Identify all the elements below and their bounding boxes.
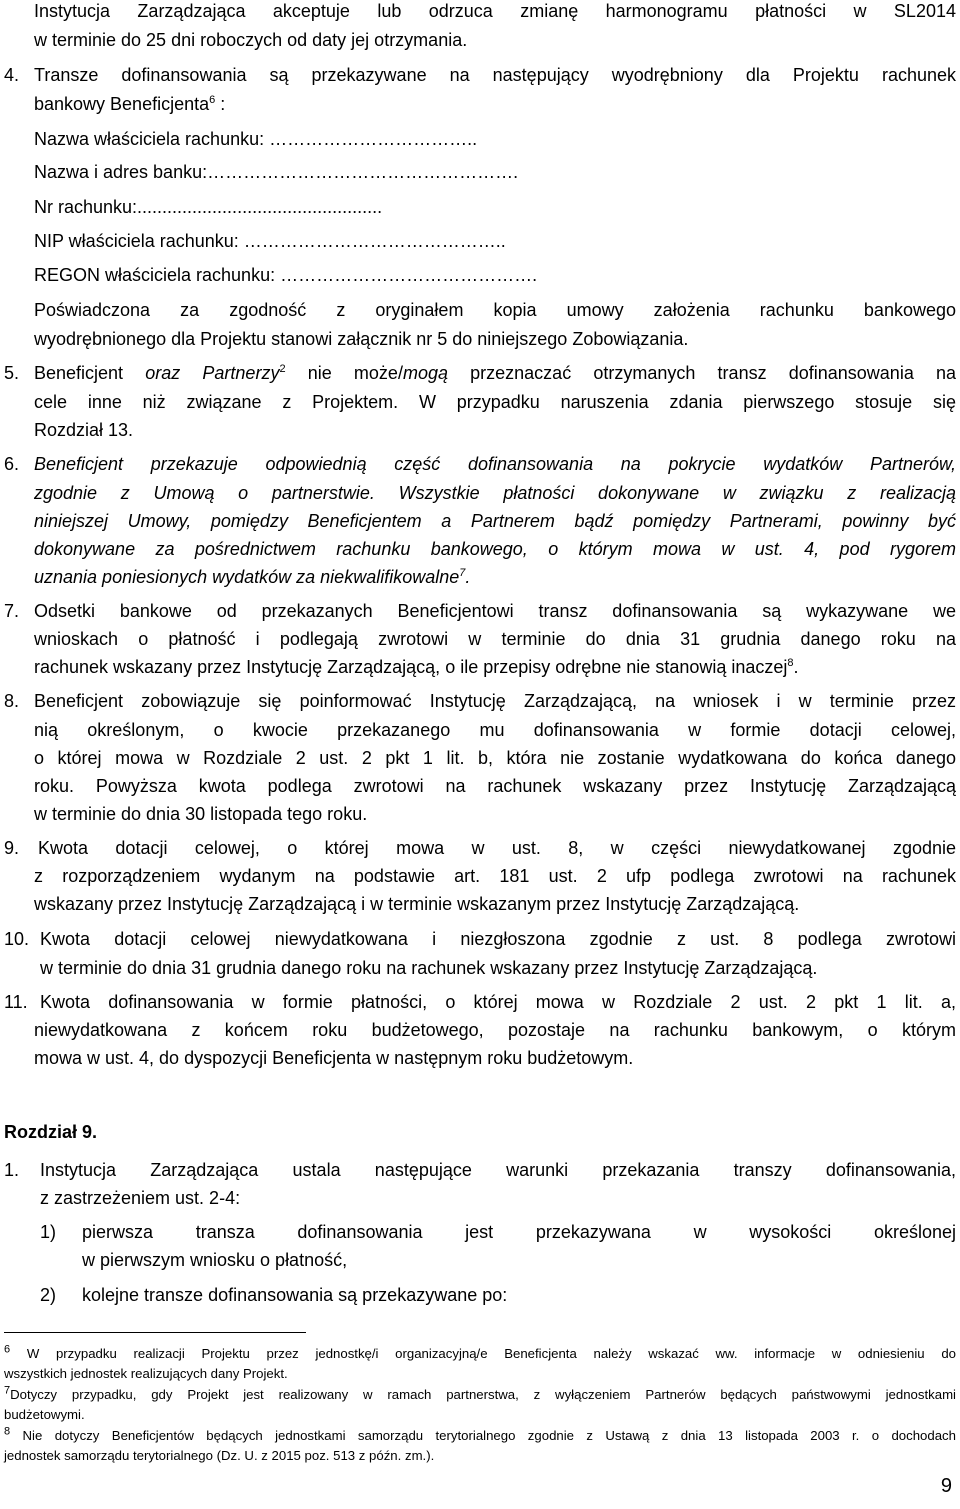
item-number: 11.	[4, 992, 28, 1012]
footnote-line: wszystkich jednostek realizujących dany Projekt.	[4, 1366, 288, 1381]
text-line: Transze dofinansowania są przekazywane na następujący wyodrębniony dla Projektu rachunek	[34, 65, 956, 85]
text-span: mogą	[402, 363, 448, 383]
footnote-7	[4, 1385, 956, 1405]
text-line: z rozporządzeniem wydanym na podstawie art. 181 ust. 2 ufp podlega zwrotowi na rachunek	[34, 866, 956, 886]
text-span: rachunek wskazany przez Instytucję Zarządzającą, o ile przepisy odrębne nie stanowią inaczej	[34, 657, 788, 677]
text-span: oraz Partnerzy	[145, 363, 280, 383]
text-line: roku. Powyższa kwota podlega zwrotowi na rachunek wskazany przez Instytucję Zarządzającą	[34, 776, 956, 796]
text-line: Kwota dotacji celowej niewydatkowana i niezgłoszona zgodnie z ust. 8 podlega zwrotowi	[40, 929, 956, 949]
item-number: 7.	[4, 601, 20, 621]
text-line: w terminie do dnia 31 grudnia danego roku na rachunek wskazany przez Instytucję Zarządzającą.	[40, 958, 818, 978]
section-heading: Rozdział 9.	[4, 1122, 98, 1142]
text-span: :	[215, 94, 226, 114]
text-line: mowa w ust. 4, do dyspozycji Beneficjenta w następnym roku budżetowym.	[34, 1048, 634, 1068]
text-line: w terminie do 25 dni roboczych od daty jej otrzymania.	[34, 30, 468, 50]
footnote-number: 6	[4, 1343, 11, 1356]
text-line: cele inne niż związane z Projektem. W przypadku naruszenia zdania pierwszego stosuje się	[34, 392, 956, 412]
text-span: Beneficjent	[34, 363, 146, 383]
text-line: wyodrębnionego dla Projektu stanowi załącznik nr 5 do niniejszego Zobowiązania.	[34, 329, 689, 349]
footnote-ref: 2	[279, 363, 286, 375]
footnote-text: Nie dotyczy Beneficjentów będących jednostkami samorządu terytorialnego zgodnie z Ustawą z dnia 13 listopada 2003 r. o dochodach	[22, 1428, 956, 1443]
text-line: w pierwszym wniosku o płatność,	[82, 1250, 348, 1270]
text-line: Poświadczona za zgodność z oryginałem kopia umowy założenia rachunku bankowego	[34, 300, 956, 320]
text-line: pierwsza transza dofinansowania jest przekazywana w wysokości określonej	[82, 1222, 956, 1242]
bank-name-field: Nazwa i adres banku:…………………………………………….	[34, 162, 519, 182]
text-line: Instytucja Zarządzająca ustala następujące warunki przekazania transzy dofinansowania,	[40, 1160, 956, 1180]
text-line: o której mowa w Rozdziale 2 ust. 2 pkt 1 lit. b, która nie zostanie wydatkowana do końca danego	[34, 748, 956, 768]
text-span: bankowy Beneficjenta	[34, 94, 210, 114]
item-number: 4.	[4, 65, 20, 85]
footnote-line: jednostek samorządu terytorialnego (Dz. U. z 2015 poz. 513 z późn. zm.).	[4, 1448, 435, 1463]
text-line	[34, 359, 956, 388]
footnote-ref: 8	[787, 657, 794, 669]
text-line: wskazany przez Instytucję Zarządzającą i w terminie wskazanym przez Instytucję Zarządzającą.	[34, 894, 800, 914]
text-line: niniejszej Umowy, pomiędzy Beneficjentem a Partnerem bądź pomiędzy Partnerami, powinny być	[34, 511, 956, 531]
subitem-number: 1)	[40, 1222, 57, 1242]
text-line: kolejne transze dofinansowania są przekazywane po:	[82, 1285, 508, 1305]
text-line	[34, 90, 956, 119]
text-line	[34, 563, 956, 592]
text-line: zgodnie z Umową o partnerstwie. Wszystkie płatności dokonywane w związku z realizacją	[34, 483, 956, 503]
text-line: dokonywane za pośrednictwem rachunku bankowego, o którym mowa w ust. 4, pod rygorem	[34, 539, 956, 559]
page-number: 9	[940, 1475, 952, 1497]
regon-field: REGON właściciela rachunku: …………………………………….	[34, 265, 538, 285]
text-line: Kwota dotacji celowej, o której mowa w ust. 8, w części niewydatkowanej zgodnie	[38, 838, 956, 858]
footnote-number: 7	[4, 1384, 11, 1397]
text-line: niewydatkowana z końcem roku budżetowego, pozostaje na rachunku bankowym, o którym	[34, 1020, 956, 1040]
subitem-number: 2)	[40, 1285, 57, 1305]
text-line: Beneficjent zobowiązuje się poinformować Instytucję Zarządzającą, na wniosek i w terminie przez	[34, 691, 956, 711]
footnote-separator	[4, 1332, 306, 1333]
text-line: Rozdział 13.	[34, 420, 134, 440]
text-line: Beneficjent przekazuje odpowiednią część dofinansowania na pokrycie wydatków Partnerów,	[34, 454, 956, 474]
account-number-field: Nr rachunku:.................................................	[34, 197, 383, 217]
text-span: uznania poniesionych wydatków za niekwalifikowalne	[34, 567, 460, 587]
item-number: 8.	[4, 691, 20, 711]
item-number: 5.	[4, 363, 20, 383]
text-line: wnioskach o płatność i podlegają zwrotowi w terminie do dnia 31 grudnia danego roku na	[34, 629, 956, 649]
nip-field: NIP właściciela rachunku: ……………………………………..	[34, 231, 506, 251]
text-line: nią określonym, o kwocie przekazanego mu dofinansowania w formie dotacji celowej,	[34, 720, 956, 740]
text-span: przeznaczać otrzymanych transz dofinansowania na	[447, 363, 957, 383]
footnote-ref: 6	[209, 94, 216, 106]
account-owner-field: Nazwa właściciela rachunku: ……………………………..	[34, 129, 478, 149]
footnote-text: Dotyczy przypadku, gdy Projekt jest realizowany w ramach partnerstwa, z wyłączeniem Partnerów będących państwowymi jednostkami	[10, 1387, 956, 1402]
footnote-6	[4, 1344, 956, 1364]
text-line: z zastrzeżeniem ust. 2-4:	[40, 1188, 241, 1208]
text-line: Instytucja Zarządzająca akceptuje lub odrzuca zmianę harmonogramu płatności w SL2014	[34, 1, 956, 21]
item-number: 1.	[4, 1160, 20, 1180]
item-number: 6.	[4, 454, 20, 474]
footnote-number: 8	[4, 1425, 11, 1438]
footnote-text: W przypadku realizacji Projektu przez jednostkę/i organizacyjną/e Beneficjenta należy wskazać ww. informacje w odniesieniu do	[26, 1346, 956, 1361]
text-span: .	[465, 567, 471, 587]
item-number: 9.	[4, 838, 20, 858]
footnote-line: budżetowymi.	[4, 1407, 85, 1422]
item-number: 10.	[4, 929, 30, 949]
text-line: w terminie do dnia 30 listopada tego roku.	[34, 804, 368, 824]
text-span: nie może/	[285, 363, 403, 383]
footnote-ref: 7	[459, 567, 466, 579]
text-line	[34, 653, 956, 682]
text-line: Odsetki bankowe od przekazanych Beneficjentowi transz dofinansowania są wykazywane we	[34, 601, 956, 621]
footnote-8	[4, 1426, 956, 1446]
text-span: .	[793, 657, 799, 677]
text-line: Kwota dofinansowania w formie płatności, o której mowa w Rozdziale 2 ust. 2 pkt 1 lit. a,	[40, 992, 956, 1012]
